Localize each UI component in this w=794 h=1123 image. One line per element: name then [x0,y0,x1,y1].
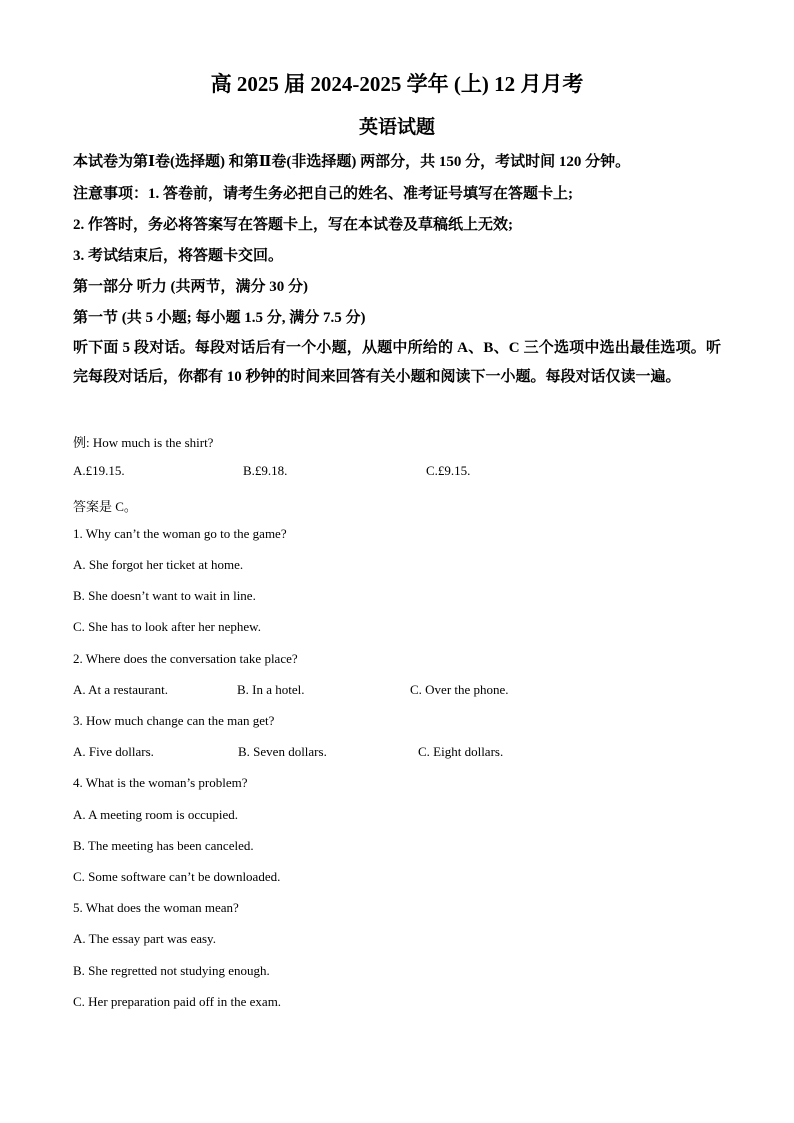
question-4-option-c: C. Some software can’t be downloaded. [73,869,281,884]
section-heading: 第一节 (共 5 小题; 每小题 1.5 分, 满分 7.5 分) [73,310,366,326]
page-subtitle: 英语试题 [358,117,435,138]
question-1-option-b: B. She doesn’t want to wait in line. [73,588,256,603]
question-5: 5. What does the woman mean? [73,900,239,915]
note-1: 注意事项：1. 答卷前，请考生务必把自己的姓名、准考证号填写在答题卡上; [73,186,573,202]
example-option-a: A.£19.15. [73,463,125,478]
question-1: 1. Why can’t the woman go to the game? [73,526,287,541]
question-4-option-b: B. The meeting has been canceled. [73,838,254,853]
question-3: 3. How much change can the man get? [73,713,275,728]
part-heading: 第一部分 听力 (共两节，满分 30 分) [73,279,308,295]
page-title: 高 2025 届 2024-2025 学年 (上) 12 月月考 [210,72,584,96]
note-2: 2. 作答时，务必将答案写在答题卡上，写在本试卷及草稿纸上无效; [73,217,513,233]
example-answer: 答案是 C。 [73,499,137,514]
intro-line: 本试卷为第Ⅰ卷(选择题) 和第Ⅱ卷(非选择题) 两部分，共 150 分，考试时间 120 分钟。 [73,154,631,170]
question-2: 2. Where does the conversation take place? [73,651,298,666]
question-1-option-a: A. She forgot her ticket at home. [73,557,244,572]
question-5-option-b: B. She regretted not studying enough. [73,963,270,978]
question-4: 4. What is the woman’s problem? [73,775,248,790]
question-2-option-b: B. In a hotel. [237,682,305,697]
question-3-option-c: C. Eight dollars. [418,744,504,759]
example-option-b: B.£9.18. [243,463,288,478]
question-2-option-a: A. At a restaurant. [73,682,168,697]
question-5-option-c: C. Her preparation paid off in the exam. [73,994,282,1009]
question-4-option-a: A. A meeting room is occupied. [73,807,239,822]
note-3: 3. 考试结束后，将答题卡交回。 [73,248,284,264]
question-5-option-a: A. The essay part was easy. [73,931,216,946]
question-3-option-a: A. Five dollars. [73,744,154,759]
question-1-option-c: C. She has to look after her nephew. [73,619,261,634]
question-2-option-c: C. Over the phone. [410,682,509,697]
example-option-c: C.£9.15. [426,463,471,478]
example-question: 例: How much is the shirt? [73,435,214,450]
question-3-option-b: B. Seven dollars. [238,744,327,759]
directions: 听下面 5 段对话。每段对话后有一个小题，从题中所给的 A、B、C 三个选项中选出最佳选项。听完每段对话后，你都有 10 秒钟的时间来回答有关小题和阅读下一小题。每段对话仅读一遍。 [73,340,721,385]
